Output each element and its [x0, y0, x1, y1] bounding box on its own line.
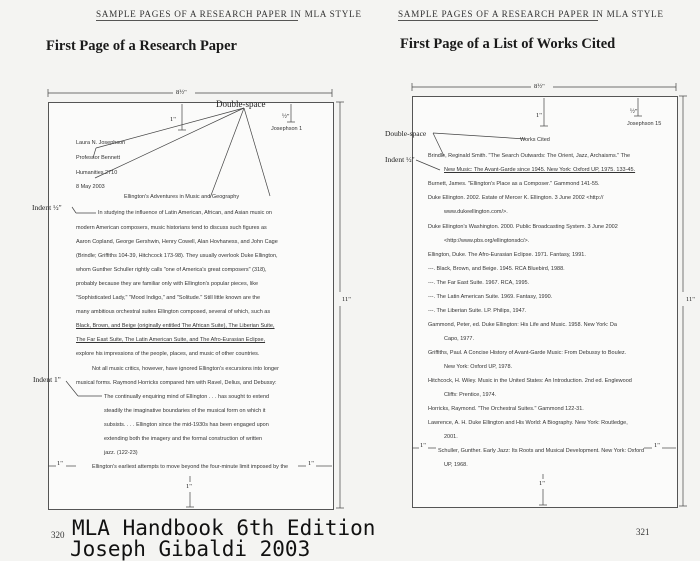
entry-line: Hitchcock, H. Wiley. Music in the United States: An Introduction. 2nd ed. Englewood: [428, 378, 632, 384]
entry-line: Horricks, Raymond. "The Orchestral Suites." Gammond 122-31.: [428, 406, 584, 412]
right-side-margin-left: 1": [420, 442, 426, 449]
body-line: whom Gunther Schuller rightly calls "one of America's great composers" (318),: [76, 267, 267, 273]
entry-line: Brindle, Reginald Smith. "The Search Outwards: The Orient, Jazz, Archaisms." The: [428, 153, 631, 159]
left-side-margin-right: 1": [308, 460, 314, 467]
entry-line: Schuller, Gunther. Early Jazz: Its Roots and Musical Development. New York: Oxford: [438, 448, 645, 454]
left-page-header: Josephson 1: [271, 126, 303, 132]
entry-line: ---. The Liberian Suite. LP. Philips, 1947.: [428, 308, 527, 314]
entry-line: ---. The Far East Suite. 1967. RCA, 1995.: [428, 280, 530, 286]
left-height-label: 11": [342, 296, 351, 303]
quote-line: subsists. . . . Ellington since the mid-1930s has been engaged upon: [104, 422, 269, 428]
right-side-margin-right: 1": [654, 442, 660, 449]
left-manuscript-page: [48, 102, 334, 510]
entry-line: <http://www.pbs.org/ellingtonsdc/>.: [444, 238, 530, 244]
handwritten-author: Joseph Gibaldi 2003: [70, 537, 311, 561]
entry-line: ---. Black, Brown, and Beige. 1945. RCA Bluebird, 1988.: [428, 266, 565, 272]
right-height-label: 11": [686, 296, 695, 303]
quote-line: steadily the imaginative boundaries of the musical form on which it: [104, 408, 266, 414]
right-page-number: 321: [636, 527, 650, 537]
right-running-head: SAMPLE PAGES OF A RESEARCH PAPER IN MLA STYLE: [398, 9, 664, 19]
entry-line: Gammond, Peter, ed. Duke Ellington: His Life and Music. 1958. New York: Da: [428, 322, 617, 328]
heading-line: 8 May 2003: [76, 184, 105, 190]
entry-line: New York: Oxford UP, 1978.: [444, 364, 513, 370]
right-double-space-label: Double-space: [385, 129, 427, 138]
left-indent-one-label: Indent 1": [33, 375, 61, 384]
left-page-title: First Page of a Research Paper: [46, 38, 237, 54]
essay-title: Ellington's Adventures in Music and Geography: [124, 194, 240, 200]
body-line: many ambitious orchestral suites Ellington composed, several of which, such as: [76, 309, 271, 315]
entry-line: Griffiths, Paul. A Concise History of Avant-Garde Music: From Debussy to Boulez.: [428, 350, 627, 356]
left-running-head: SAMPLE PAGES OF A RESEARCH PAPER IN MLA STYLE: [96, 9, 362, 19]
body-line: "Sophisticated Lady," "Mood Indigo," and "Solitude." Still little known are the: [76, 295, 261, 301]
body-line: Aaron Copland, George Gershwin, Henry Cowell, Alan Hovhaness, and John Cage: [76, 239, 278, 245]
quote-line: extending both the imagery and the formal construction of written: [104, 436, 263, 442]
right-half-margin-label: ½": [630, 108, 638, 115]
quote-line: The continually enquiring mind of Ellington . . . has sought to extend: [104, 394, 270, 400]
entry-line: 2001.: [444, 434, 458, 440]
left-double-space-label: Double-space: [216, 99, 266, 109]
right-indent-half-label: Indent ½": [385, 155, 415, 164]
heading-line: Humanities 2710: [76, 170, 118, 176]
right-head-rule: [398, 20, 598, 21]
entry-line: Lawrence, A. H. Duke Ellington and His World: A Biography. New York: Routledge,: [428, 420, 628, 426]
right-page-title: First Page of a List of Works Cited: [400, 36, 616, 52]
left-half-margin-label: ½": [282, 113, 290, 120]
left-side-margin-left: 1": [57, 460, 63, 467]
entry-line: ---. The Latin American Suite. 1969. Fantasy, 1990.: [428, 294, 553, 300]
handwritten-title: MLA Handbook 6th Edition: [72, 516, 376, 540]
right-top-margin-label: 1": [536, 112, 542, 119]
body-line: In studying the influence of Latin American, African, and Asian music on: [98, 210, 272, 216]
heading-line: Laura N. Josephson: [76, 140, 126, 146]
body-line: explore his impressions of the people, places, and music of other countries.: [76, 351, 260, 357]
right-bottom-margin-label: 1": [539, 480, 545, 487]
quote-line: jazz. (122-23): [104, 450, 138, 456]
entry-line: Burnett, James. "Ellington's Place as a Composer." Gammond 141-55.: [428, 181, 600, 187]
entry-line: Duke Ellington's Washington. 2000. Public Broadcasting System. 3 June 2002: [428, 224, 618, 230]
entry-line: www.dukeellington.com/>.: [444, 209, 508, 215]
body-line: modern American composers, music historians tend to discuss such figures as: [76, 225, 267, 231]
left-bottom-margin-label: 1": [186, 483, 192, 490]
body-line: Black, Brown, and Beige (originally entitled The African Suite), The Liberian Suite,: [76, 323, 275, 329]
body-line: (Brindle; Griffiths 104-39, Hitchcock 173-98). They usually overlook Duke Ellington,: [76, 253, 278, 259]
left-indent-half-label: Indent ½": [32, 203, 62, 212]
entry-line: Duke Ellington. 2002. Estate of Mercer K. Ellington. 3 June 2002 <http://: [428, 195, 604, 201]
entry-line: Ellington, Duke. The Afro-Eurasian Eclipse. 1971. Fantasy, 1991.: [428, 252, 586, 258]
left-page-number: 320: [51, 530, 65, 540]
entry-line: Capo, 1977.: [444, 336, 474, 342]
left-width-label: 8½": [176, 89, 187, 96]
left-top-margin-label: 1": [170, 116, 176, 123]
body-line: The Far East Suite, The Latin American Suite, and The Afro-Eurasian Eclipse,: [76, 337, 266, 343]
body-line: probably because they are familiar only with Ellington's popular pieces, like: [76, 281, 259, 287]
right-width-label: 8½": [534, 83, 545, 90]
body-line: musical forms. Raymond Horricks compared him with Ravel, Delius, and Debussy:: [76, 380, 277, 386]
entry-line: Cliffs: Prentice, 1974.: [444, 392, 497, 398]
works-cited-title: Works Cited: [520, 137, 550, 143]
left-head-rule: [96, 20, 298, 21]
entry-line: UP, 1968.: [444, 462, 468, 468]
body-line: Not all music critics, however, have ignored Ellington's excursions into longer: [92, 366, 279, 372]
body-line: Ellington's earliest attempts to move beyond the four-minute limit imposed by the: [92, 464, 289, 470]
heading-line: Professor Bennett: [76, 155, 121, 161]
right-page-header: Josephson 15: [627, 121, 662, 127]
entry-line: New Music: The Avant-Garde since 1945. New York: Oxford UP, 1975. 133-45.: [444, 167, 636, 173]
